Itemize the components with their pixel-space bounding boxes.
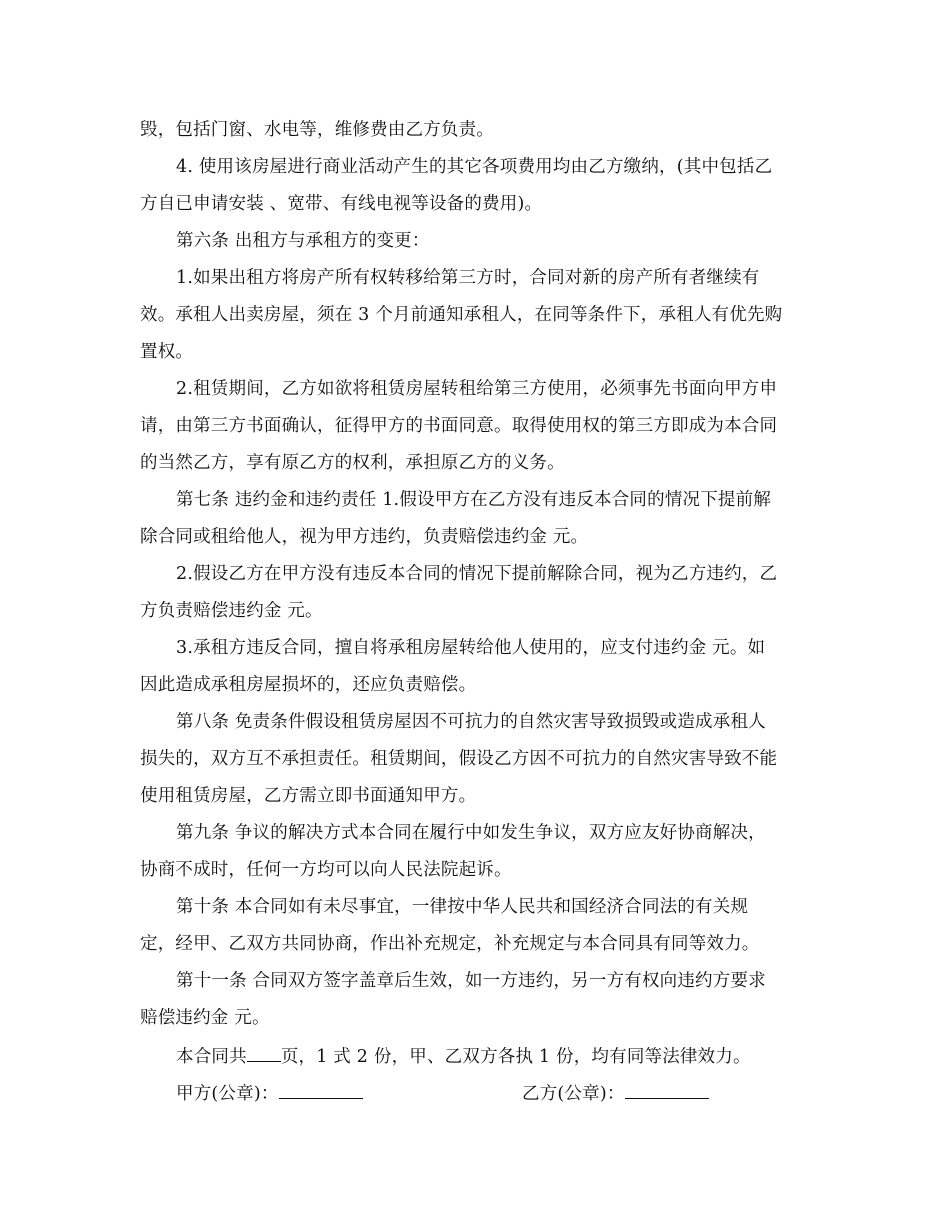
paragraph-line: 2.假设乙方在甲方没有违反本合同的情况下提前解除合同，视为乙方违约，乙 bbox=[176, 564, 778, 584]
paragraph-line: 的当然乙方，享有原乙方的权利，承担原乙方的义务。 bbox=[140, 453, 565, 473]
copies-line bbox=[176, 1043, 751, 1067]
paragraph-line: 请，由第三方书面确认，征得甲方的书面同意。取得使用权的第三方即成为本合同 bbox=[140, 416, 778, 436]
paragraph-line: 4. 使用该房屋进行商业活动产生的其它各项费用均由乙方缴纳，(其中包括乙 bbox=[176, 157, 773, 177]
copies-text-after: 页，1 式 2 份，甲、乙双方各执 1 份，均有同等法律效力。 bbox=[280, 1047, 751, 1067]
paragraph-line: 因此造成承租房屋损坏的，还应负责赔偿。 bbox=[140, 675, 477, 695]
paragraph-line: 损失的，双方互不承担责任。租赁期间，假设乙方因不可抗力的自然灾害导致不能 bbox=[140, 749, 778, 769]
section-heading: 第六条 出租方与承租方的变更： bbox=[176, 231, 430, 251]
party-b-signature-blank[interactable] bbox=[625, 1080, 709, 1099]
paragraph-line: 使用租赁房屋，乙方需立即书面通知甲方。 bbox=[140, 786, 477, 806]
paragraph-line: 效。承租人出卖房屋，须在 3 个月前通知承租人，在同等条件下，承租人有优先购 bbox=[140, 305, 783, 325]
section-heading: 第十一条 合同双方签字盖章后生效，如一方违约，另一方有权向违约方要求 bbox=[176, 971, 766, 991]
section-heading: 第九条 争议的解决方式本合同在履行中如发生争议，双方应友好协商解决， bbox=[176, 823, 766, 843]
section-heading: 第八条 免责条件假设租赁房屋因不可抗力的自然灾害导致损毁或造成承租人 bbox=[176, 712, 766, 732]
paragraph-line: 赔偿违约金 元。 bbox=[140, 1008, 270, 1028]
party-b-signature bbox=[522, 1080, 709, 1104]
paragraph-line: 方负责赔偿违约金 元。 bbox=[140, 601, 323, 621]
party-a-signature bbox=[176, 1080, 363, 1104]
copies-text-before: 本合同共 bbox=[176, 1047, 247, 1067]
paragraph-line: 3.承租方违反合同，擅自将承租房屋转给他人使用的，应支付违约金 元。如 bbox=[176, 638, 766, 658]
paragraph-line: 2.租赁期间，乙方如欲将租赁房屋转租给第三方使用，必须事先书面向甲方申 bbox=[176, 379, 778, 399]
page-count-blank[interactable] bbox=[247, 1043, 281, 1062]
paragraph-line: 协商不成时，任何一方均可以向人民法院起诉。 bbox=[140, 860, 512, 880]
paragraph-line: 1.如果出租方将房产所有权转移给第三方时，合同对新的房产所有者继续有 bbox=[176, 268, 760, 288]
paragraph-line: 置权。 bbox=[140, 342, 194, 362]
section-heading: 第七条 违约金和违约责任 1.假设甲方在乙方没有违反本合同的情况下提前解 bbox=[176, 490, 772, 510]
paragraph-line: 毁，包括门窗、水电等，维修费由乙方负责。 bbox=[140, 120, 494, 140]
paragraph-line: 定，经甲、乙双方共同协商，作出补充规定，补充规定与本合同具有同等效力。 bbox=[140, 934, 760, 954]
party-a-label: 甲方(公章)： bbox=[176, 1084, 279, 1104]
party-b-label: 乙方(公章)： bbox=[522, 1084, 625, 1104]
party-a-signature-blank[interactable] bbox=[279, 1080, 363, 1099]
paragraph-line: 除合同或租给他人，视为甲方违约，负责赔偿违约金 元。 bbox=[140, 527, 589, 547]
paragraph-line: 方自已申请安装 、宽带、有线电视等设备的费用)。 bbox=[140, 194, 543, 214]
section-heading: 第十条 本合同如有未尽事宜，一律按中华人民共和国经济合同法的有关规 bbox=[176, 897, 749, 917]
